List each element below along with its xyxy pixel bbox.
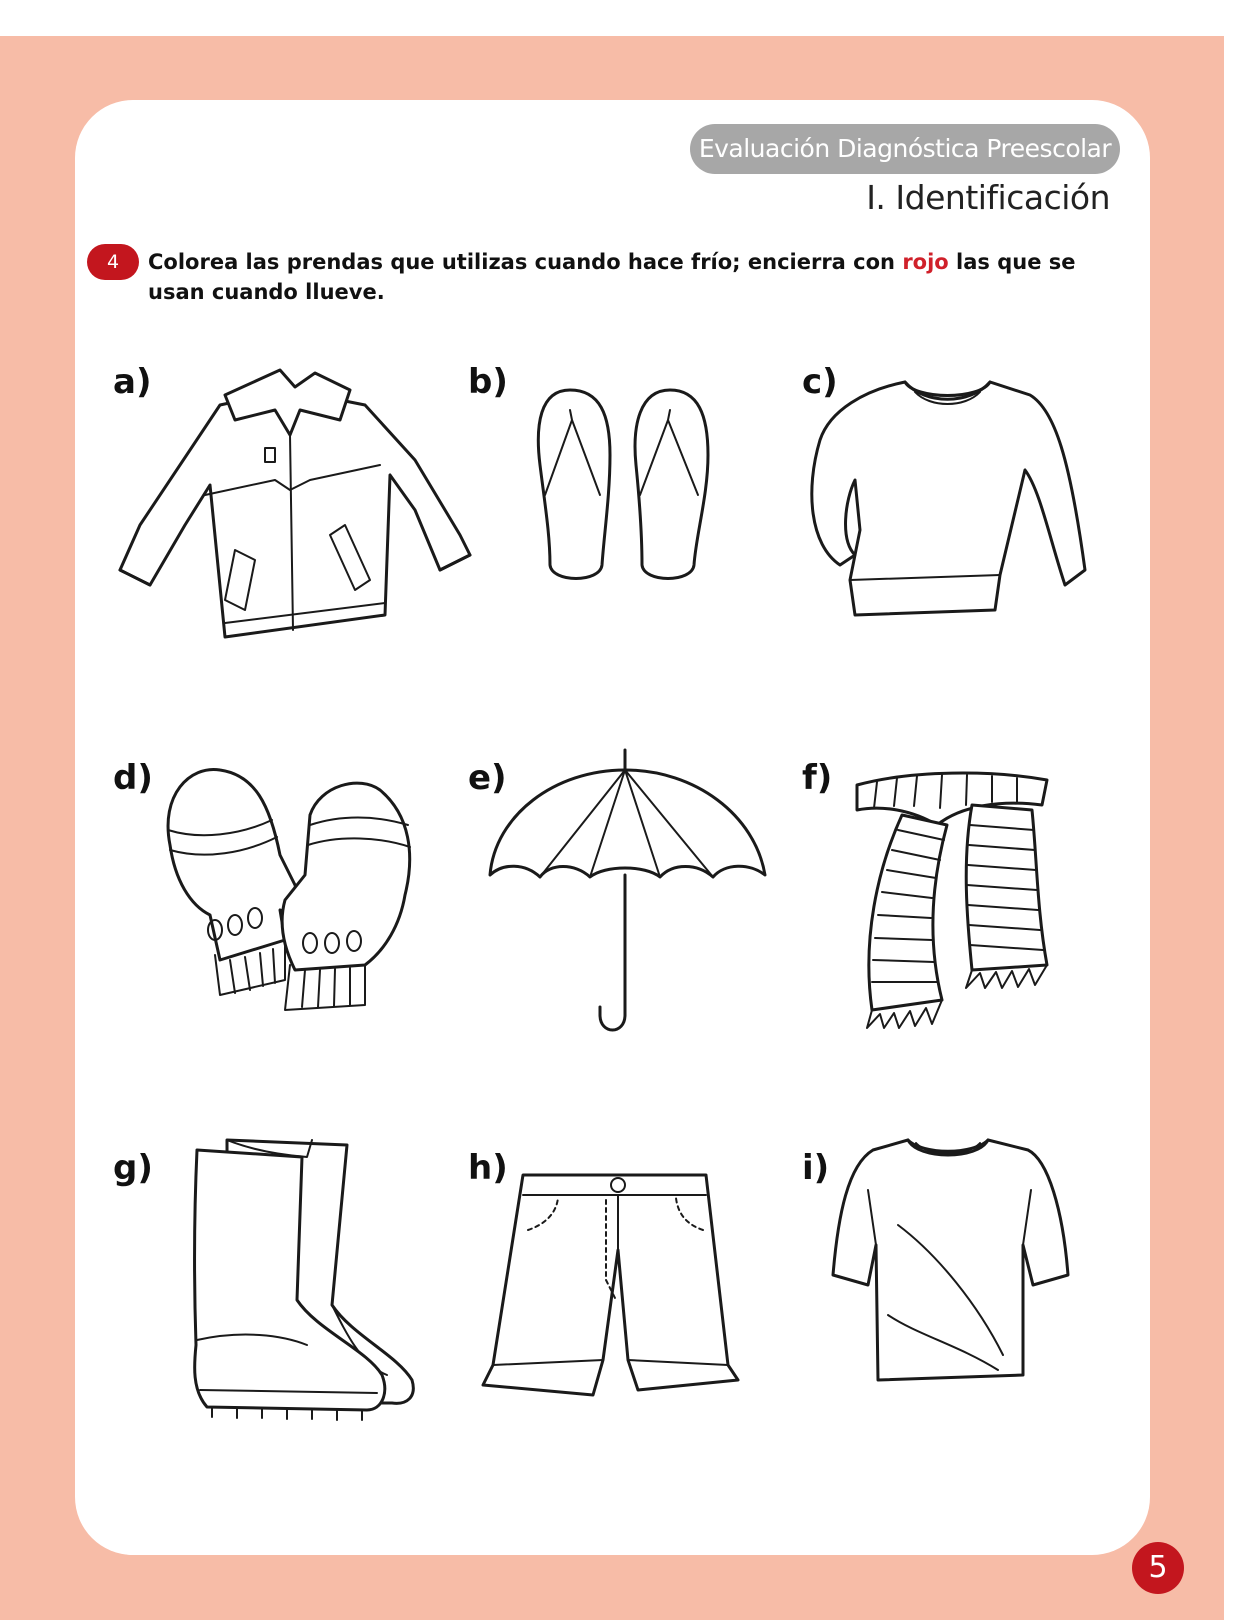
item-letter-f: f) [802,758,833,798]
question-number-badge: 4 [87,244,139,280]
rain-boots-icon[interactable] [182,1135,417,1420]
section-title: I. Identificación [866,178,1110,217]
flip-flops-icon[interactable] [530,385,715,585]
instruction-highlight-red: rojo [902,250,949,274]
sweater-icon[interactable] [805,370,1090,625]
t-shirt-icon[interactable] [828,1135,1073,1385]
item-letter-d: d) [113,758,153,798]
umbrella-icon[interactable] [485,745,770,1035]
item-letter-b: b) [468,362,508,402]
item-letter-a: a) [113,362,152,402]
mittens-icon[interactable] [160,765,420,1020]
instruction-text-start: Colorea las prendas que utilizas cuando hace frío; encierra con [148,250,903,274]
evaluation-badge: Evaluación Diagnóstica Preescolar [690,124,1120,174]
instruction-text-end: las que se usan cuando llueve. [148,250,1076,304]
scarf-icon[interactable] [852,770,1057,1035]
jacket-icon[interactable] [115,365,475,655]
item-letter-g: g) [113,1148,153,1188]
item-letter-e: e) [468,758,507,798]
item-letter-c: c) [802,362,838,402]
page-number-badge: 5 [1132,1542,1184,1594]
shorts-icon[interactable] [478,1170,758,1400]
question-instruction [148,247,1108,307]
item-letter-h: h) [468,1148,508,1188]
item-letter-i: i) [802,1148,830,1188]
